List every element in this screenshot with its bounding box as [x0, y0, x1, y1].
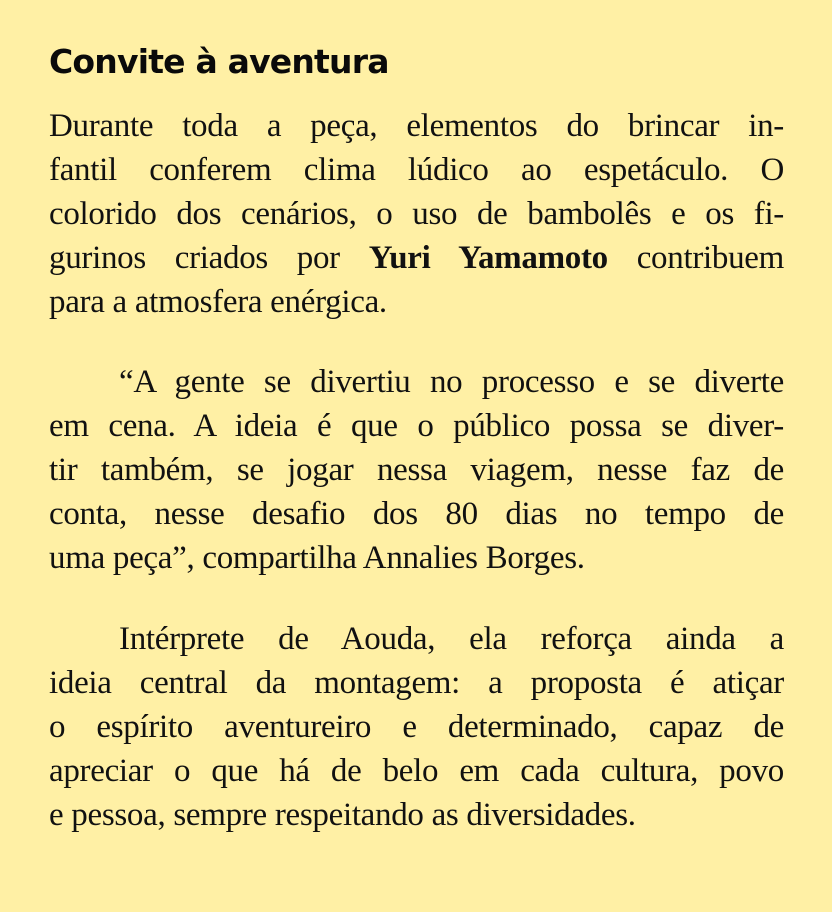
text-line: em cena. A ideia é que o público possa se diver-: [49, 408, 784, 444]
text-line: conta, nesse desafio dos 80 dias no tempo de: [49, 496, 784, 532]
text-line: apreciar o que há de belo em cada cultura, povo: [49, 753, 784, 789]
article-heading: Convite à aventura: [49, 42, 389, 81]
text-line-with-credit: [49, 236, 784, 280]
text-fragment: contribuem: [607, 240, 784, 276]
text-line: e pessoa, sempre respeitando as diversidades.: [49, 797, 636, 833]
paragraph-2-quote: [49, 360, 784, 580]
text-line: ideia central da montagem: a proposta é atiçar: [49, 665, 784, 701]
paragraph-1: [49, 104, 784, 324]
text-line: Durante toda a peça, elementos do brincar in-: [49, 108, 784, 144]
costume-designer-name: Yuri Yamamoto: [368, 240, 608, 276]
text-fragment: gurinos criados por: [49, 240, 369, 276]
text-line: o espírito aventureiro e determinado, capaz de: [49, 709, 784, 745]
text-line: colorido dos cenários, o uso de bambolês e os fi-: [49, 196, 784, 232]
text-line: “A gente se divertiu no processo e se diverte: [119, 364, 784, 400]
text-line: uma peça”, compartilha Annalies Borges.: [49, 540, 585, 576]
text-line: fantil conferem clima lúdico ao espetáculo. O: [49, 152, 784, 188]
text-line: Intérprete de Aouda, ela reforça ainda a: [119, 621, 784, 657]
text-line: para a atmosfera enérgica.: [49, 284, 387, 320]
paragraph-3: [49, 617, 784, 837]
text-line: tir também, se jogar nessa viagem, nesse faz de: [49, 452, 784, 488]
